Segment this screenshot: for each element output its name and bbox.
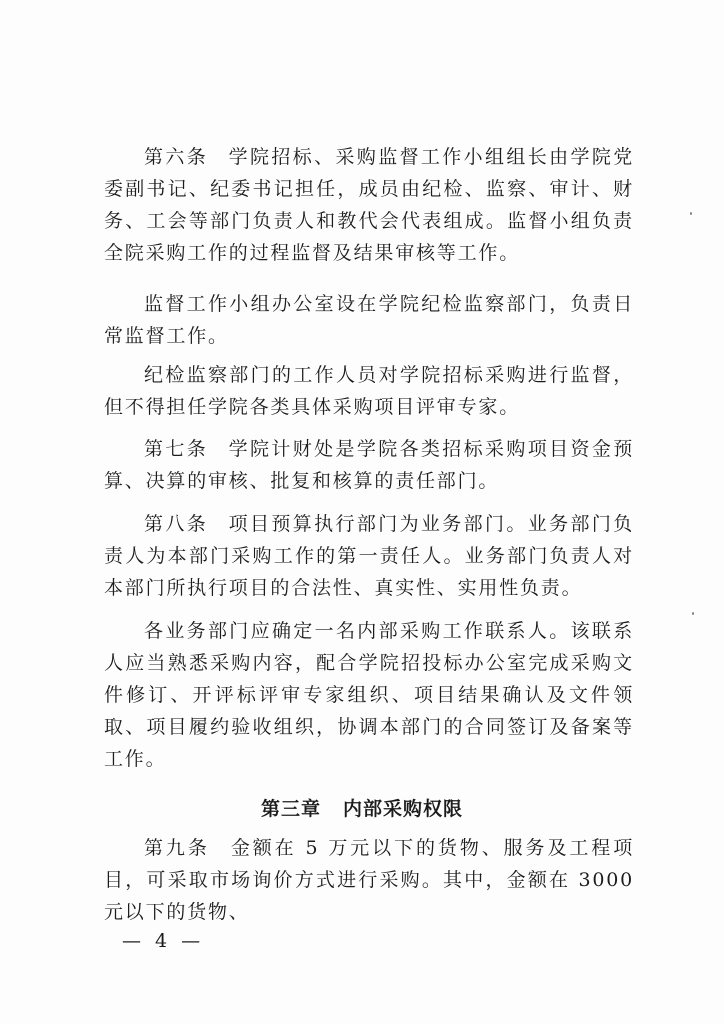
scan-speck	[692, 612, 694, 615]
article-8-text: 项目预算执行部门为业务部门。业务部门负责人为本部门采购工作的第一责任人。业务部门负责人对本部门所执行项目的合法性、真实性、实用性负责。	[104, 513, 634, 599]
article-8-paragraph	[104, 508, 634, 604]
supervision-office-paragraph	[104, 288, 634, 352]
chapter-number: 第三章	[260, 798, 321, 820]
article-6-text: 学院招标、采购监督工作小组组长由学院党委副书记、纪委书记担任，成员由纪检、监察、审计、财务、工会等部门负责人和教代会代表组成。监督小组负责全院采购工作的过程监督及结果审核等工作。	[104, 146, 634, 264]
article-7-paragraph	[104, 433, 634, 497]
chapter-heading	[0, 794, 724, 821]
article-9-label: 第九条	[144, 837, 210, 859]
chapter-title: 内部采购权限	[343, 798, 464, 820]
article-6-label: 第六条	[144, 146, 209, 168]
scan-speck	[690, 212, 692, 215]
contact-person-text: 各业务部门应确定一名内部采购工作联系人。该联系人应当熟悉采购内容，配合学院招投标办公室完成采购文件修订、开评标评审专家组织、项目结果确认及文件领取、项目履约验收组织，协调本部门的合同签订及备案等工作。	[104, 620, 634, 770]
article-9-paragraph	[104, 832, 634, 928]
article-7-label: 第七条	[144, 438, 209, 460]
article-8-label: 第八条	[144, 513, 209, 535]
contact-person-paragraph	[104, 615, 634, 775]
article-7-text: 学院计财处是学院各类招标采购项目资金预算、决算的审核、批复和核算的责任部门。	[104, 438, 634, 492]
discipline-staff-paragraph	[104, 359, 634, 423]
page-number: — 4 —	[122, 930, 205, 952]
article-9-text: 金额在 5 万元以下的货物、服务及工程项目，可采取市场询价方式进行采购。其中，金额在 3000 元以下的货物、	[104, 837, 634, 923]
discipline-staff-text: 纪检监察部门的工作人员对学院招标采购进行监督，但不得担任学院各类具体采购项目评审专家。	[104, 364, 634, 418]
article-6-paragraph	[104, 141, 634, 269]
supervision-office-text: 监督工作小组办公室设在学院纪检监察部门，负责日常监督工作。	[104, 293, 634, 347]
